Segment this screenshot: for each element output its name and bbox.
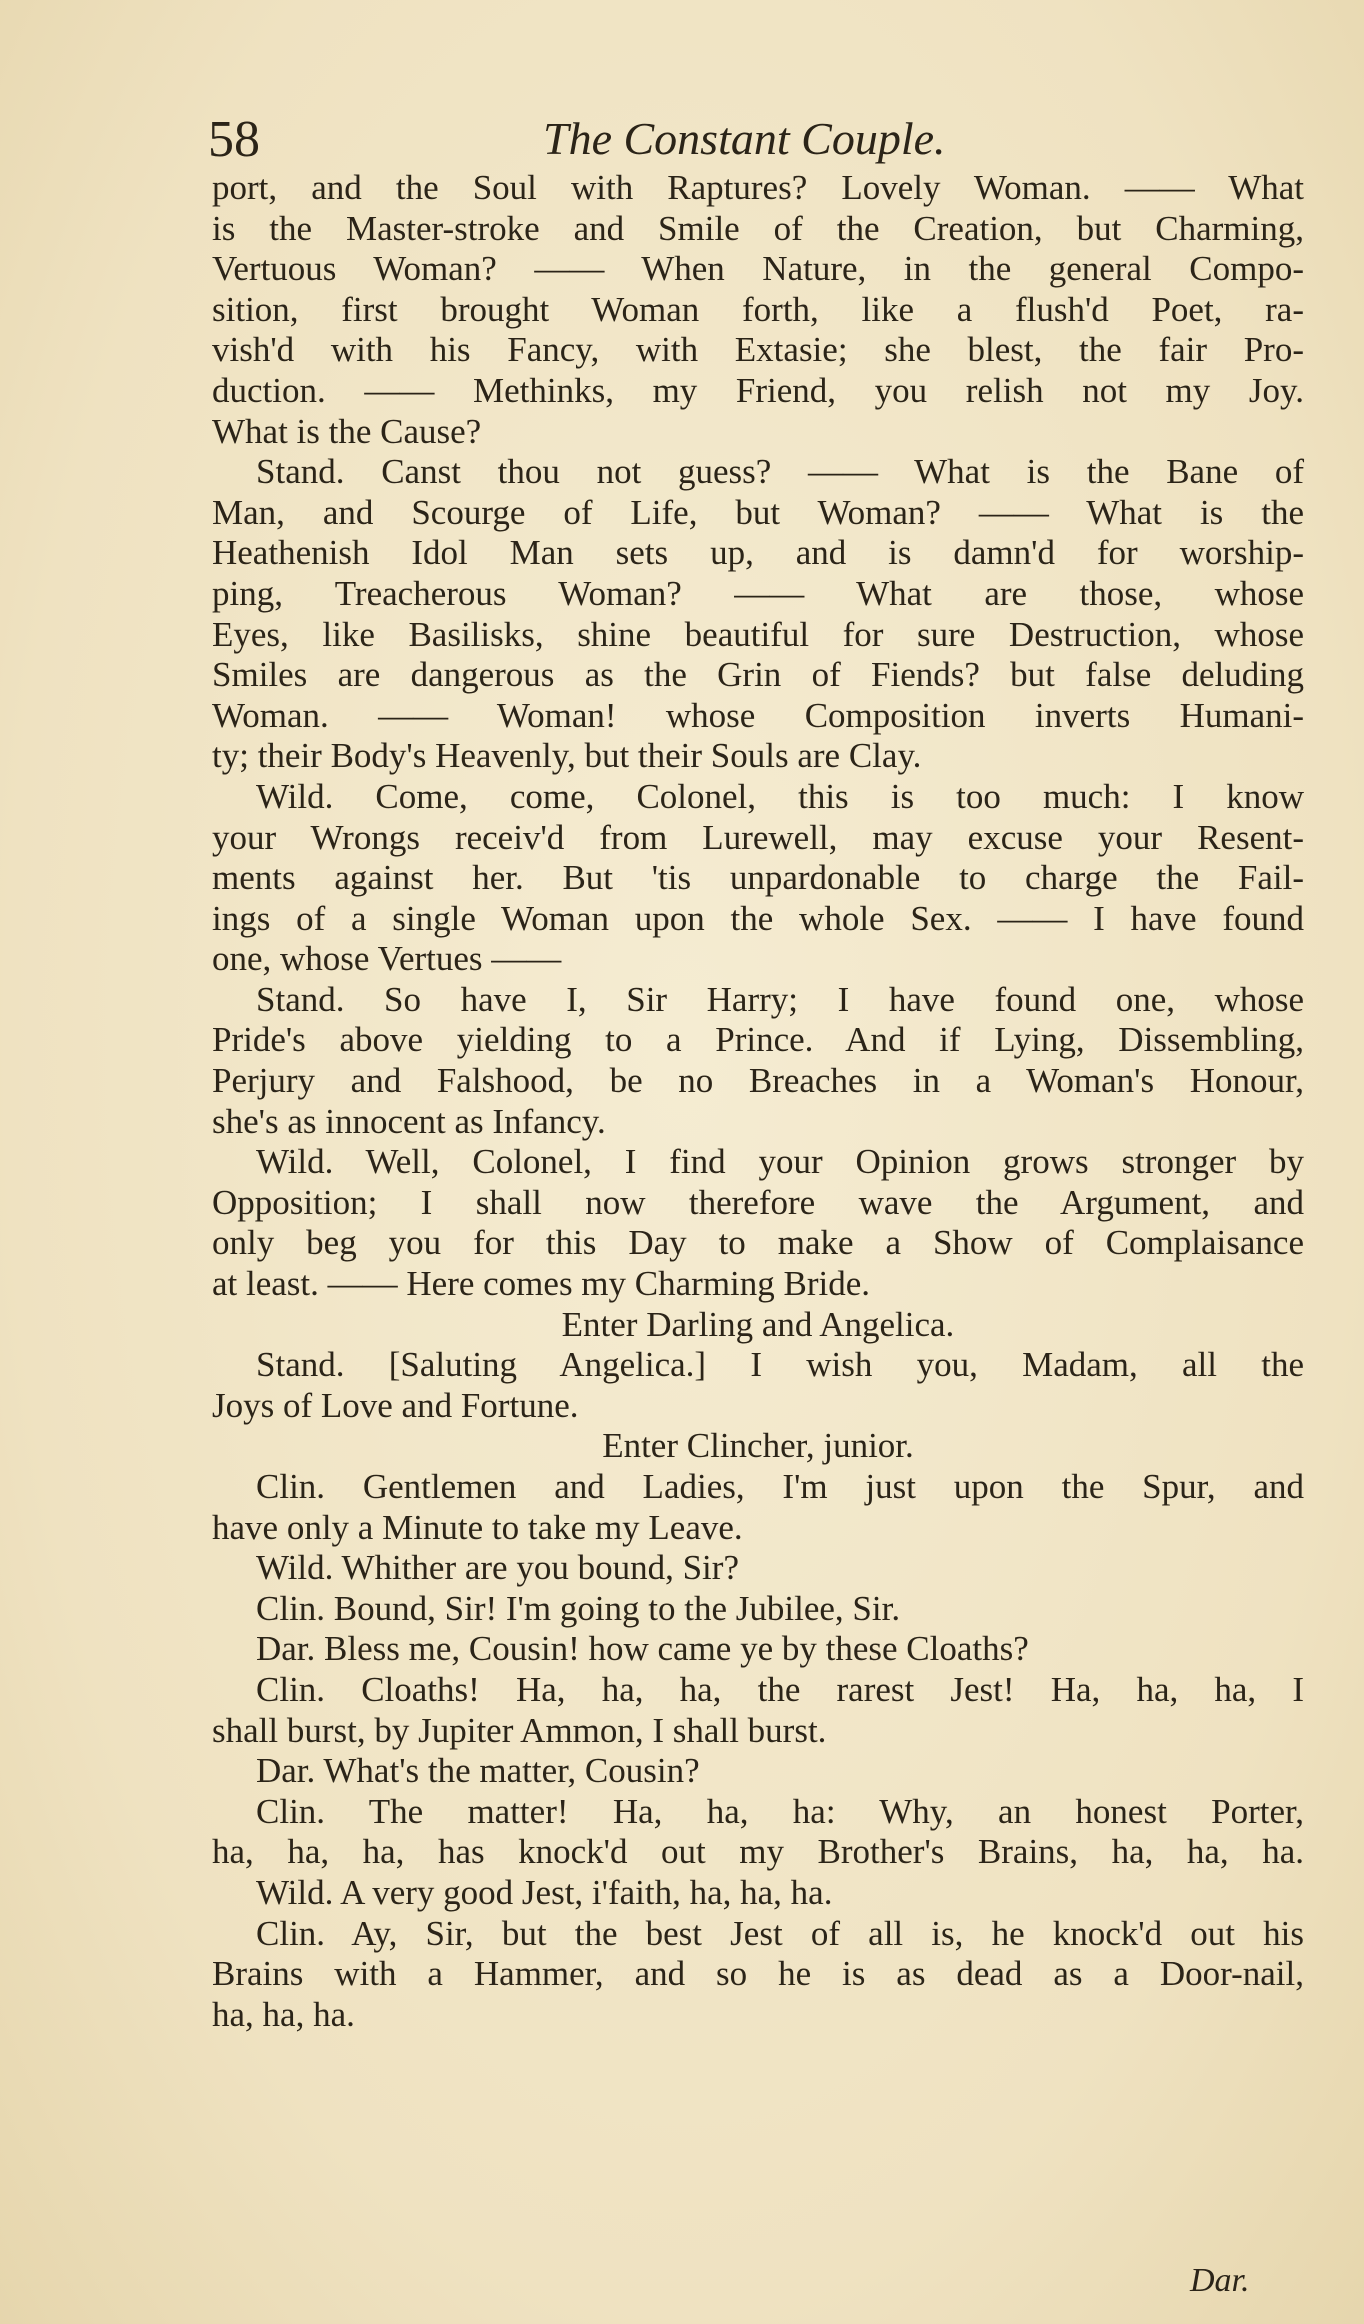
text-line: Joys of Love and Fortune. [212,1385,579,1425]
text-line: Wild. A very good Jest, i'faith, ha, ha, ha. [256,1872,833,1912]
text-line: Eyes, like Basilisks, shine beautiful for sure Destruction, whose [212,614,1304,654]
text-line: Clin. Bound, Sir! I'm going to the Jubilee, Sir. [256,1588,901,1628]
text-line: Perjury and Falshood, be no Breaches in a Woman's Honour, [212,1061,1304,1101]
stage-direction: Enter Clincher, junior. [602,1426,914,1466]
text-line: vish'd with his Fancy, with Extasie; she blest, the fair Pro- [212,330,1304,370]
text-line: ha, ha, ha, has knock'd out my Brother's Brains, ha, ha, ha. [212,1832,1304,1872]
text-line: ty; their Body's Heavenly, but their Souls are Clay. [212,736,922,776]
body-text [212,168,1304,2035]
text-line: Man, and Scourge of Life, but Woman? —— What is the [212,492,1304,532]
running-head: The Constant Couple. [543,113,946,164]
text-line: Clin. Cloaths! Ha, ha, ha, the rarest Jest! Ha, ha, ha, I [256,1669,1304,1709]
text-line: Clin. Ay, Sir, but the best Jest of all is, he knock'd out his [256,1913,1304,1953]
text-line: ha, ha, ha. [212,1994,355,2034]
text-line: Wild. Come, come, Colonel, this is too much: I know [256,776,1304,816]
text-line: Dar. Bless me, Cousin! how came ye by these Cloaths? [256,1629,1029,1669]
text-line: Dar. What's the matter, Cousin? [256,1751,700,1791]
text-line: your Wrongs receiv'd from Lurewell, may excuse your Resent- [212,817,1304,857]
text-line: port, and the Soul with Raptures? Lovely Woman. —— What [212,168,1304,207]
text-line: sition, first brought Woman forth, like a flush'd Poet, ra- [212,289,1304,329]
text-line: Woman. —— Woman! whose Composition inverts Humani- [212,695,1304,735]
text-line: one, whose Vertues —— [212,939,562,979]
text-line: Clin. The matter! Ha, ha, ha: Why, an honest Porter, [256,1791,1304,1831]
text-line: Smiles are dangerous as the Grin of Fiends? but false deluding [212,655,1304,695]
text-line: Stand. [Saluting Angelica.] I wish you, Madam, all the [256,1345,1304,1385]
text-line: ments against her. But 'tis unpardonable to charge the Fail- [212,858,1304,898]
text-line: Clin. Gentlemen and Ladies, I'm just upon the Spur, and [256,1467,1304,1506]
stage-direction: Enter Darling and Angelica. [561,1304,955,1344]
text-line: Heathenish Idol Man sets up, and is damn'd for worship- [212,533,1304,573]
text-line: Stand. Canst thou not guess? —— What is the Bane of [256,452,1304,492]
text-line: Pride's above yielding to a Prince. And if Lying, Dissembling, [212,1020,1304,1060]
text-line: duction. —— Methinks, my Friend, you relish not my Joy. [212,370,1304,410]
text-line: What is the Cause? [212,411,482,451]
text-line: Vertuous Woman? —— When Nature, in the general Compo- [212,249,1304,289]
text-line: have only a Minute to take my Leave. [212,1507,743,1547]
page-number: 58 [208,111,260,168]
catchword: Dar. [1190,2262,1250,2299]
text-line: only beg you for this Day to make a Show of Complaisance [212,1223,1304,1263]
text-line: she's as innocent as Infancy. [212,1101,606,1141]
text-line: is the Master-stroke and Smile of the Creation, but Charming, [212,208,1304,248]
text-line: Wild. Well, Colonel, I find your Opinion grows stronger by [256,1142,1304,1182]
text-line: ings of a single Woman upon the whole Sex. —— I have found [212,898,1304,938]
text-line: Stand. So have I, Sir Harry; I have found one, whose [256,979,1304,1019]
text-line: Opposition; I shall now therefore wave the Argument, and [212,1182,1304,1222]
text-line: Wild. Whither are you bound, Sir? [256,1548,739,1588]
text-line: at least. —— Here comes my Charming Bride. [212,1264,871,1304]
text-line: shall burst, by Jupiter Ammon, I shall burst. [212,1710,827,1750]
text-line: Brains with a Hammer, and so he is as dead as a Door-nail, [212,1954,1304,1994]
text-line: ping, Treacherous Woman? —— What are those, whose [212,573,1304,613]
